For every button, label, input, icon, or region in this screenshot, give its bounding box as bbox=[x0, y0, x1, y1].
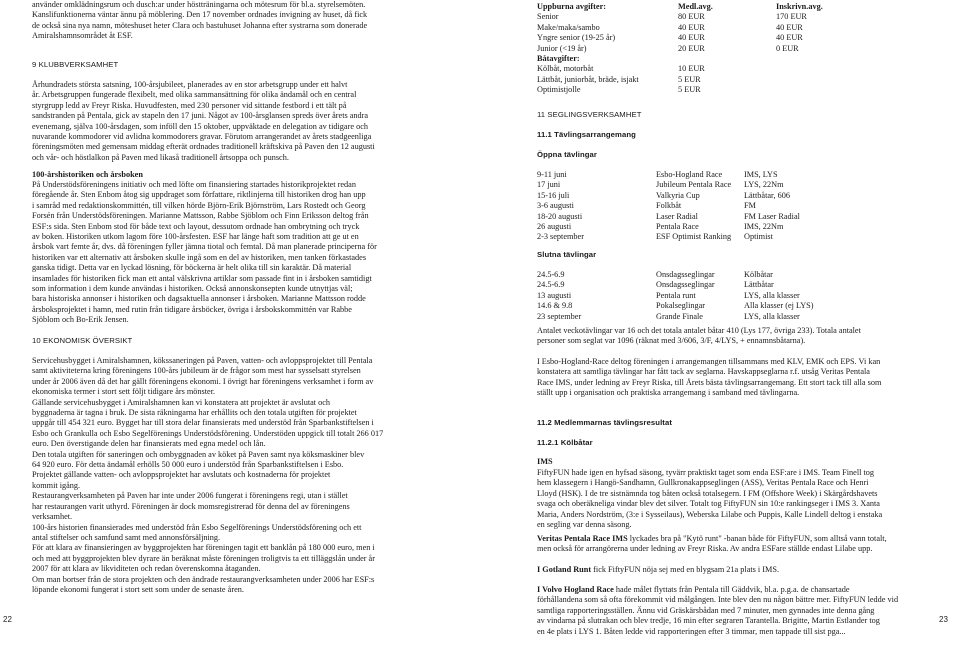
race-date: 13 augusti bbox=[537, 290, 572, 300]
race-class: LYS, alla klasser bbox=[744, 311, 800, 321]
text-line: Servicehusbygget i Amiralshamnen, kökssaneringen på Paven, vatten- och avloppsprojektet till Pentala bbox=[32, 356, 373, 365]
text-line: föreningsmöten med gemensam middag efterät ordnades traditionell kräftskiva på Paven den 12 augusti bbox=[32, 142, 375, 152]
hogland-paragraph bbox=[537, 357, 944, 399]
fees-row bbox=[537, 33, 944, 43]
race-row bbox=[537, 291, 944, 301]
text-line: Restaurangverksamheten på Paven har inte under 2006 fungerat i föreningens regi, utan i stället bbox=[32, 491, 348, 501]
text-line: hem klassegern i Hangö-Sandhamn, Gullkronakappseglingen (ASS), Veritas Pentala Race och Henri bbox=[537, 478, 869, 488]
text-line: verksamhet. bbox=[32, 512, 73, 522]
gotland-paragraph bbox=[537, 565, 944, 575]
bold-lead: I Gotland Runt bbox=[537, 565, 592, 574]
race-date: 15-16 juli bbox=[537, 190, 570, 200]
race-date: 14.6 & 9.8 bbox=[537, 301, 573, 311]
text-line: löpande ekonomi fungerat i stort sett som under de senaste åren. bbox=[32, 584, 244, 594]
race-date: 26 augusti bbox=[537, 221, 572, 231]
ims-paragraph bbox=[537, 468, 944, 530]
history-body bbox=[32, 180, 487, 326]
fees-row bbox=[537, 12, 944, 22]
text-line: styrgrupp ledd av Freyr Riska. Huvudfesten, med 230 personer vid sittande festbord i ett tält på bbox=[32, 100, 347, 110]
text-line: ESF:s sida. Sten Enbom stod för både text och layout, dessutom ordnade han ombrytning och tryck bbox=[32, 221, 360, 231]
race-date: 9-11 juni bbox=[537, 170, 567, 179]
text-line: Århundradets största satsning, 100-årsjubileet, planerades av en stor arbetsgrupp under ett halvt bbox=[32, 80, 348, 89]
text-line: byggnaderna är tagna i bruk. De sista räkningarna har erhållits och den totala utgiften för projektet bbox=[32, 408, 357, 418]
text-line: bara historiska annonser i historiken och dagsaktuella annonser i årsboken. Marianne Mattsson rodde bbox=[32, 294, 366, 304]
text-line: år. Arbetsgruppen fungerade flexibelt, med olika sammansättning för olika ändamål och en central bbox=[32, 90, 357, 100]
race-date: 3-6 augusti bbox=[537, 201, 574, 211]
race-row bbox=[537, 201, 944, 211]
fees-header-cell: Inskrivn.avg. bbox=[776, 2, 823, 11]
race-event: Jubileum Pentala Race bbox=[656, 180, 732, 190]
boat-fees-cell: Kölbåt, motorbåt bbox=[537, 64, 594, 74]
text-line: insamlades för historiken fick man ett antal välskrivna artiklar som passade fint in i årsboken samtidigt bbox=[32, 273, 372, 283]
text-line: nuvarande kommodorer vid avlidna kommodorers gravar. Förutom arrangerandet av årets stadgeenliga bbox=[32, 132, 372, 142]
ims-heading: IMS bbox=[537, 457, 553, 466]
text-line: Amiralshamnsområdet åt ESF. bbox=[32, 31, 133, 41]
text-line: 64 920 euro. För detta ändamål erhölls 50 000 euro i understöd från Sparbankstiftelsen i Esbo. bbox=[32, 460, 344, 470]
text-line: i samråd med redaktionskommittén, till vilken hörde Björn-Erik Björnström, Lars Rostedt och Georg bbox=[32, 200, 366, 210]
boat-fees-cell: 10 EUR bbox=[678, 64, 705, 74]
section-9-heading: 9 KLUBBVERKSAMHET bbox=[32, 60, 119, 69]
history-heading: 100-årshistoriken och årsboken bbox=[32, 170, 143, 179]
boat-fees-cell: 5 EUR bbox=[678, 85, 701, 95]
text-line bbox=[537, 585, 944, 595]
text-line: ganska tidigt. Detta var en lyckad lösning, för böckerna är helt olika till sin karaktär. Då material bbox=[32, 263, 352, 273]
race-class: IMS, LYS bbox=[744, 170, 778, 179]
race-date: 24.5-6.9 bbox=[537, 280, 565, 290]
text-line: 100-års historien finansierades med understöd från Esbo Segelförenings Understödsförening och ett bbox=[32, 522, 362, 532]
text-span: fick FiftyFUN nöja sej med en blygsam 21a plats i IMS. bbox=[591, 565, 780, 574]
boat-fees-row bbox=[537, 85, 944, 95]
text-line: förhållandena som så ofta förekommit vid målgången. Inte blev den nu någon bättre mer. FiftyFUN ledde vid bbox=[537, 595, 899, 605]
fees-cell: 40 EUR bbox=[678, 33, 705, 43]
bold-lead: Veritas Pentala Race IMS bbox=[537, 534, 628, 543]
boat-fees-cell: Optimistjolle bbox=[537, 85, 581, 95]
text-line: och med att byggprojekten blev dyrare än beräknat måste föreningen troligtvis ta ett tilläggslån under år bbox=[32, 553, 375, 563]
fees-table bbox=[537, 2, 944, 96]
fees-cell: Senior bbox=[537, 12, 559, 22]
race-event: Onsdagsseglingar bbox=[656, 270, 715, 279]
text-line: 2007 för att klara av likviditeten och redan överenskomna åtaganden. bbox=[32, 564, 261, 574]
fees-cell: 170 EUR bbox=[776, 12, 807, 22]
boat-fees-heading: Båtavgifter: bbox=[537, 53, 580, 63]
text-line: Esbo och Grankulla och Esbo Segelförenings Understödsförening. Understöden uppgick till totalt 266 017 bbox=[32, 428, 384, 438]
text-line: historiken var ett alternativ att årsboken skulle ingå som en del av historiken, men tanken förkastades bbox=[32, 252, 367, 262]
veritas-paragraph bbox=[537, 534, 944, 555]
fees-cell: Make/maka/sambo bbox=[537, 22, 600, 32]
race-date: 2-3 september bbox=[537, 232, 584, 242]
closed-races-table bbox=[537, 270, 944, 322]
fees-row bbox=[537, 44, 944, 54]
open-races-table bbox=[537, 170, 944, 243]
text-line: Om man bortser från de stora projekten och den ändrade restaurangverksamheten under 2006 har ESF:s bbox=[32, 574, 375, 584]
text-line: av boken. Historiken utkom lagom före 100-årsfesten. ESF har länge haft som tradition att ge ut en bbox=[32, 232, 359, 242]
race-event: Folkbåt bbox=[656, 201, 682, 211]
race-date: 24.5-6.9 bbox=[537, 270, 565, 279]
race-event: Laser Radial bbox=[656, 211, 698, 221]
text-line: under år 2006 även då det har gällt föreningens ekonomi. I övrigt har föreningens verksamhet i form av bbox=[32, 376, 374, 386]
race-row bbox=[537, 191, 944, 201]
text-line: evenemang, själva 100-årsdagen, som inföll den 15 oktober, uppväktade en delegation av tidigare och bbox=[32, 121, 368, 131]
fees-header-row bbox=[537, 2, 944, 12]
boat-fees-cell: Lättbåt, juniorbåt, bräde, isjakt bbox=[537, 74, 639, 84]
fees-cell: 40 EUR bbox=[776, 22, 803, 32]
boat-fees-cell: 5 EUR bbox=[678, 74, 701, 84]
race-class: Lättbåtar bbox=[744, 280, 774, 290]
section-10-body bbox=[32, 356, 487, 595]
text-line: de också sina nya namn, möteshuset heter Clara och bastuhuset Johanna efter systrarna som donerade bbox=[32, 20, 368, 30]
text-line: kommit igång. bbox=[32, 480, 81, 490]
text-line: För att klara av finansieringen av byggprojekten har föreningen tagit ett banklån på 180 000 euro, men i bbox=[32, 543, 375, 553]
fees-cell: 80 EUR bbox=[678, 12, 705, 22]
boat-fees-row bbox=[537, 75, 944, 85]
fees-cell: 0 EUR bbox=[776, 43, 799, 53]
text-line: ställt upp i organisation och praktiska arrangemang i samband med tävlingarna. bbox=[537, 388, 800, 398]
text-line: men också för arrangörerna under ledning av Freyr Riska. Av andra ESFare ställde endast Lilabe upp. bbox=[537, 544, 873, 554]
boat-fees-header bbox=[537, 54, 944, 64]
race-class: LYS, 22Nm bbox=[744, 180, 784, 190]
race-class: Lättbåtar, 606 bbox=[744, 190, 790, 200]
text-line: samt aktiviteterna kring föreningens 100-års jubileum är de frågor som mest har sysselsatt styrelsen bbox=[32, 366, 361, 376]
text-line: ekonomiska termer i stort sett följt tidigare års mönster. bbox=[32, 387, 216, 397]
text-line: av vindarna på slutrakan och blev tredje, 16 min efter segraren Tarantella. Brigitte, Martin Estlander tog bbox=[537, 616, 880, 626]
text-line: Kanslifunktionerna väntar ännu på möblering. Den 17 november ordnades invigning av huset, då fick bbox=[32, 10, 368, 20]
text-line: och vår- och höstlalkon på Paven med likaså traditionell årtsoppa och punsch. bbox=[32, 152, 289, 162]
text-line: uppgår till 454 321 euro. Bygget har till stora delar finansierats med understöd från Sparbankstiftelsen i bbox=[32, 418, 374, 428]
race-date: 23 september bbox=[537, 311, 582, 321]
text-line bbox=[537, 534, 944, 544]
text-line: Den totala utgiften för saneringen och ombyggnaden av köket på Paven samt nya köksmaskiner blev bbox=[32, 449, 365, 459]
text-line: konstatera att samtliga tävlingar har fått tack av seglarna. Havskappseglarna r.f. utsåg Veritas Pentala bbox=[537, 367, 870, 377]
text-line: Forsén från Understödsföreningen. Marianne Mattsson, Rabbe Sjöblom och Finn Eriksson deltog från bbox=[32, 211, 369, 221]
section-11-2-heading: 11.2 Medlemmarnas tävlingsresultat bbox=[537, 418, 672, 427]
text-line: Race IMS, under ledning av Freyr Riska, till Årets bästa tävlingsarrangemang. Ett stort tack till alla som bbox=[537, 377, 882, 387]
text-line: samtliga rapporteringsställen. Ännu vid Gräskärsbådan med 7 minuter, men gynnades inte denna gång bbox=[537, 605, 875, 615]
race-class: Kölbåtar bbox=[744, 270, 773, 279]
race-class: Alla klasser (ej LYS) bbox=[744, 301, 814, 311]
boat-fees-row bbox=[537, 64, 944, 74]
race-row bbox=[537, 312, 944, 322]
text-line: Maria, Anders Nordström, (3:e i Sysseilaus), Weberska Lilabe och Puppis, Kalle Lindell deltog i enstaka bbox=[537, 509, 883, 519]
race-row bbox=[537, 222, 944, 232]
race-event: ESF Optimist Ranking bbox=[656, 232, 732, 242]
text-line: antal stiftelser och samfund samt med annonsförsäljning. bbox=[32, 532, 221, 542]
text-line: som information i dem kunde användas i historiken. Också annonskonsepten kunde utnyttjas väl; bbox=[32, 284, 353, 294]
text-line: FiftyFUN hade igen en hyfsad säsong, tyvärr praktiskt taget som enda ESF:are i IMS. Team Finell tog bbox=[537, 468, 875, 477]
fees-cell: 40 EUR bbox=[678, 22, 705, 32]
section-11-1-heading: 11.1 Tävlingsarrangemang bbox=[537, 130, 636, 139]
race-row bbox=[537, 280, 944, 290]
race-row bbox=[537, 180, 944, 190]
intro-fragment bbox=[32, 0, 487, 42]
fees-header-cell: Uppburna avgifter: bbox=[537, 2, 606, 11]
text-line: svaga och oberäkneliga vindar blev det silver. Totalt tog FiftyFUN sin 10:e rankingseger i IMS 3. Xanta bbox=[537, 499, 880, 509]
race-event: Onsdagsseglingar bbox=[656, 280, 715, 290]
text-line: årsbok vart femte år, dvs. då föreningen fyller jämna tiotal och femtal. Då man planerade principerna för bbox=[32, 242, 377, 252]
race-event: Pentala runt bbox=[656, 290, 696, 300]
fees-cell: 20 EUR bbox=[678, 43, 705, 53]
open-races-heading: Öppna tävlingar bbox=[537, 150, 598, 159]
race-row bbox=[537, 232, 944, 242]
fees-cell: Junior (<19 år) bbox=[537, 43, 587, 53]
page-number-right: 23 bbox=[939, 615, 948, 624]
race-class: LYS, alla klasser bbox=[744, 290, 800, 300]
fees-cell: Yngre senior (19-25 år) bbox=[537, 33, 616, 43]
text-line: använder omklädningsrum och dusch:ar under höstträningarna och mötesrum för bl.a. styrelsemöten. bbox=[32, 0, 366, 9]
text-line: Gällande servicehusbygget i Amiralshamnen kan vi konstatera att projektet är avslutat och bbox=[32, 397, 331, 407]
section-11-heading: 11 SEGLINGSVERKSAMHET bbox=[537, 110, 642, 119]
text-line: en 4e plats i LYS 1. Båten ledde vid rapporteringen efter 3 timmar, men tappade till sist pga... bbox=[537, 626, 846, 636]
fees-row bbox=[537, 23, 944, 33]
text-line: euro. Den överstigande delen har finansierats med egna medel och lån. bbox=[32, 439, 266, 449]
closed-races-heading: Slutna tävlingar bbox=[537, 250, 597, 259]
race-class: FM Laser Radial bbox=[744, 211, 800, 221]
race-class: IMS, 22Nm bbox=[744, 221, 784, 231]
text-line bbox=[537, 565, 944, 575]
race-event: Pentala Race bbox=[656, 221, 699, 231]
race-event: Valkyria Cup bbox=[656, 190, 700, 200]
race-class: Optimist bbox=[744, 232, 773, 242]
text-line: Antalet veckotävlingar var 16 och det totala antalet båtar 410 (Lys 177, övriga 233). Totala antalet bbox=[537, 326, 861, 335]
race-row bbox=[537, 270, 944, 280]
bold-lead: I Volvo Hogland Race bbox=[537, 585, 614, 594]
fees-cell: 40 EUR bbox=[776, 33, 803, 43]
text-span: hade målet flyttats från Pentala till Gäddvik, bl.a. p.g.a. de chansartade bbox=[613, 585, 850, 594]
section-9-body bbox=[32, 80, 487, 163]
race-class: FM bbox=[744, 201, 756, 211]
volvo-paragraph bbox=[537, 585, 944, 637]
text-line: Lloyd (HSK). I de tre sistnämnda tog båten också totalsegern. I FM (Offshore Week) i Skärgårdshavets bbox=[537, 488, 878, 498]
race-row bbox=[537, 301, 944, 311]
summary-paragraph bbox=[537, 326, 944, 347]
section-10-heading: 10 EKONOMISK ÖVERSIKT bbox=[32, 336, 133, 345]
text-line: har restaurangen varit uthyrd. Föreningen är dock momsregistrerad för denna del av föreningens bbox=[32, 501, 350, 511]
race-date: 17 juni bbox=[537, 180, 561, 190]
race-event: Pokalseglingar bbox=[656, 301, 706, 311]
race-date: 18-20 augusti bbox=[537, 211, 583, 221]
text-line: föregående år. Sten Enbom åtog sig uppdraget som författare, riktlinjerna till historiken drog han upp bbox=[32, 190, 366, 200]
text-line: personer som seglat var 1096 (räknat med 3/606, 3/F, 4/LYS, + ennamnsbåtarna). bbox=[537, 336, 806, 346]
text-line: årsboksprojektet i hamn, med rutin från tidigare årsböcker, övriga i årsbokskommittén var Rabbe bbox=[32, 304, 352, 314]
page-number-left: 22 bbox=[3, 615, 12, 624]
text-span: lyckades bra på "Kytö runt" -banan både för FiftyFUN, som alltså vann totalt, bbox=[627, 534, 887, 543]
text-line: I Esbo-Hogland-Race deltog föreningen i arrangemangen tillsammans med KLV, EMK och EPS. Vi kan bbox=[537, 357, 881, 366]
text-line: Sjöblom och Bo-Erik Jensen. bbox=[32, 315, 129, 325]
race-row bbox=[537, 170, 944, 180]
section-11-2-1-heading: 11.2.1 Kölbåtar bbox=[537, 438, 593, 447]
text-line: Projektet gällande vatten- och avloppsprojektet har avslutats och kostnaderna för projektet bbox=[32, 470, 331, 480]
text-line: sandstranden på Pentala, gick av stapeln den 17 juni. Något av 100-årsglansen spreds över årets andra bbox=[32, 111, 369, 121]
text-line: På Understödsföreningens initiativ och med löfte om finansiering startades historikprojektet redan bbox=[32, 180, 356, 189]
race-event: Grande Finale bbox=[656, 311, 703, 321]
race-event: Esbo-Hogland Race bbox=[656, 170, 723, 179]
fees-header-cell: Medl.avg. bbox=[678, 2, 713, 11]
text-line: en segling var denna säsong. bbox=[537, 520, 632, 530]
race-row bbox=[537, 212, 944, 222]
